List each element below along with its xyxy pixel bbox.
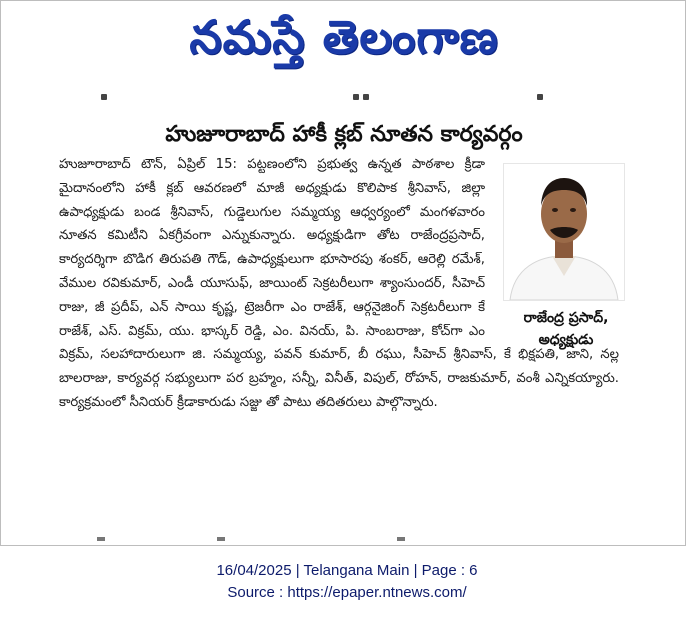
caption-name: రాజేంద్ర ప్రసాద్,: [523, 310, 609, 326]
clipping-footer: [0, 560, 694, 604]
article-body-text: హుజూరాబాద్ టౌన్, ఏప్రిల్ 15: పట్టణంలోని ప్రభుత్వ ఉన్నత పాఠశాల క్రీడా మైదానంలోని హాకీ క్లబ్ ఆవరణలో మాజీ అధ్యక్షుడు కొలిపాక శ్రీనివాస్, జిల్లా ఉపాధ్యక్షుడు బండ శ్రీనివాస్, గుడ్డెలుగుల సమ్మయ్య ఆధ్వర్యంలో మంగళవారం నూతన కమిటీని ఏకగ్రీవంగా ఎన్నుకున్నారు. అధ్యక్షుడిగా తోట రాజేంద్రప్రసాద్, కార్యదర్శిగా బొడిగ తిరుపతి గౌడ్, ఉపాధ్యక్షులుగా భూసారపు శంకర్, ఆరెల్లి రమేశ్, వేముల రవికుమార్, ఎండీ యూసుఫ్, జాయింట్ సెక్రటరీలుగా శ్యాంసుందర్, సీహెచ్ రాజు, జీ ప్రదీప్, ఎన్ సాయి కృష్ణ, ట్రెజరీగా ఎం రాజేశ్, ఆర్గనైజింగ్ సెక్రటరీలుగా కే రాజేశ్, ఎస్. విక్రమ్, యు. భాస్కర్ రెడ్డి, ఎం. వినయ్, పి. సాంబరాజు, కోచ్‌గా ఎం విక్రమ్, సలహాదారులుగా జి. సమ్మయ్య, పవన్ కుమార్, బీ రఘు, సీహెచ్ శ్రీనివాస్, కే భిక్షపతి, జాని, నల్ల బాలరాజు, కార్యవర్గ సభ్యులుగా పర బ్రహ్మం, సన్నీ, వినీత్, విపుల్, రోహన్, రాజకుమార్, వంశీ ఎన్నికయ్యారు. కార్యక్రమంలో సీనియర్ క్రీడాకారుడు సజ్జు తో పాటు తదితరులు పాల్గొన్నారు.: [59, 157, 619, 410]
footer-source: Source : https://epaper.ntnews.com/: [227, 584, 467, 601]
footer-date-edition: 16/04/2025 | Telangana Main | Page : 6: [216, 562, 478, 579]
newspaper-masthead: నమస్తే తెలంగాణ: [189, 10, 499, 64]
crop-mark: [397, 537, 405, 541]
bottom-crop-marks: [97, 537, 597, 543]
crop-mark: [363, 94, 369, 100]
president-photo: [503, 163, 625, 301]
crop-mark: [101, 94, 107, 100]
caption-role: అధ్యక్షుడు: [538, 332, 594, 348]
top-crop-marks: [101, 94, 621, 102]
crop-mark: [217, 537, 225, 541]
portrait-image: [504, 164, 624, 300]
article-headline: హుజూరాబాద్ హాకీ క్లబ్ నూతన కార్యవర్గం: [165, 122, 523, 147]
photo-caption: [491, 307, 641, 351]
crop-mark: [537, 94, 543, 100]
crop-mark: [97, 537, 105, 541]
crop-mark: [353, 94, 359, 100]
